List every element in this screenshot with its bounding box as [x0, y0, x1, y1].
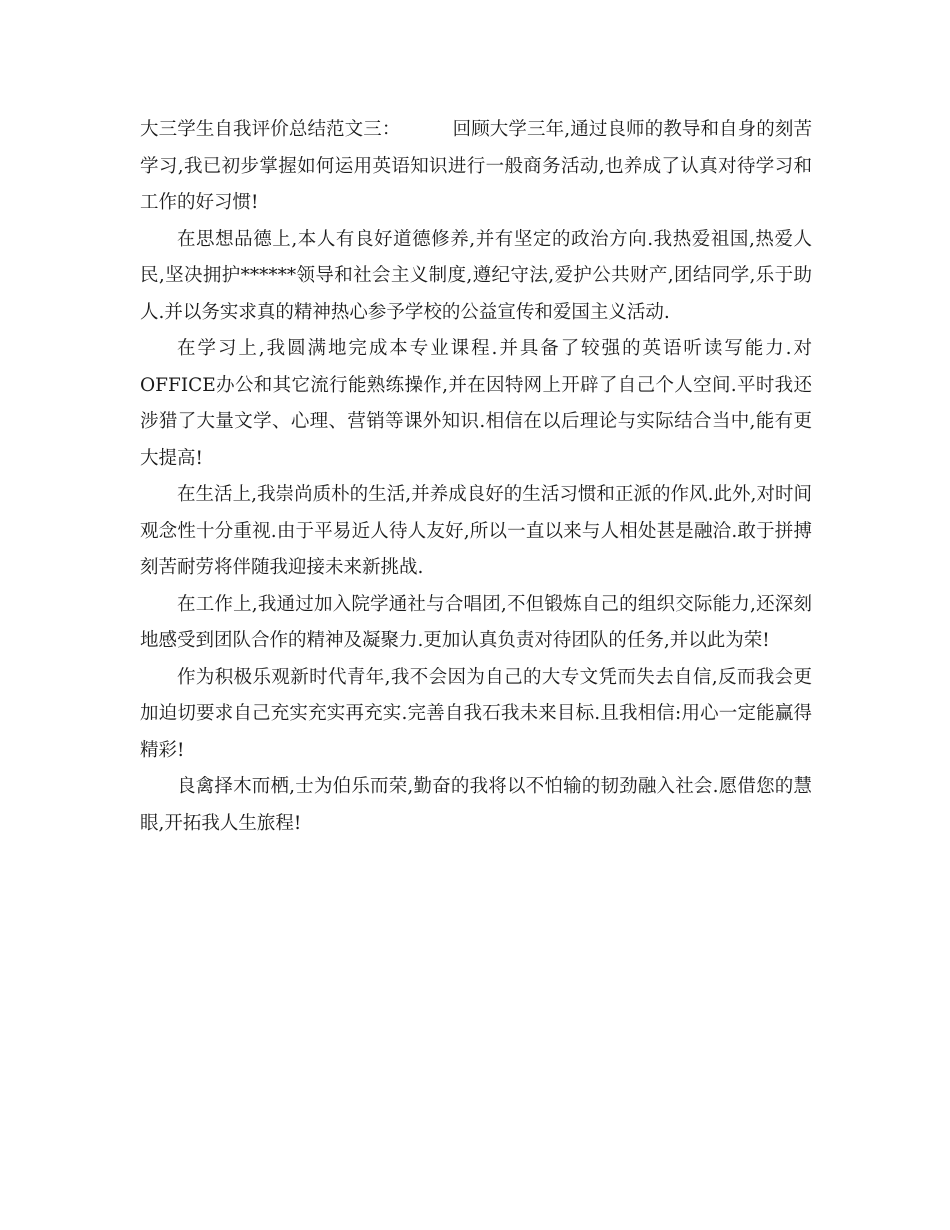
paragraph-attitude: 作为积极乐观新时代青年,我不会因为自己的大专文凭而失去自信,反而我会更加迫切要求自己充实充实再充实.完善自我石我未来目标.且我相信:用心一定能赢得精彩! [140, 666, 812, 761]
paragraph-study: 在学习上,我圆满地完成本专业课程.并具备了较强的英语听读写能力.对OFFICE办公和其它流行能熟练操作,并在因特网上开辟了自己个人空间.平时我还涉猎了大量文学、心理、营销等课外知识.相信在以后理论与实际结合当中,能有更大提高! [140, 338, 812, 469]
intro-text: 回顾大学三年,通过良师的教导和自身的刻苦学习,我已初步掌握如何运用英语知识进行一般商务活动,也养成了认真对待学习和工作的好习惯! [140, 119, 812, 213]
paragraph-closing: 良禽择木而栖,士为伯乐而荣,勤奋的我将以不怕输的韧劲融入社会.愿借您的慧眼,开拓我人生旅程! [140, 776, 812, 834]
paragraph-life: 在生活上,我崇尚质朴的生活,并养成良好的生活习惯和正派的作风.此外,对时间观念性十分重视.由于平易近人待人友好,所以一直以来与人相处甚是融洽.敢于拼搏刻苦耐劳将伴随我迎接未来新挑战. [140, 484, 812, 578]
document-body [140, 112, 812, 842]
document-heading: 大三学生自我评价总结范文三： [140, 119, 401, 140]
paragraph-morality: 在思想品德上,本人有良好道德修养,并有坚定的政治方向.我热爱祖国,热爱人民,坚决拥护******领导和社会主义制度,遵纪守法,爱护公共财产,团结同学,乐于助人.并以务实求真的精神热心参予学校的公益宣传和爱国主义活动. [140, 228, 812, 323]
paragraph-work: 在工作上,我通过加入院学通社与合唱团,不但锻炼自己的组织交际能力,还深刻地感受到团队合作的精神及凝聚力.更加认真负责对待团队的任务,并以此为荣! [140, 593, 812, 651]
intro-paragraph [140, 112, 812, 222]
